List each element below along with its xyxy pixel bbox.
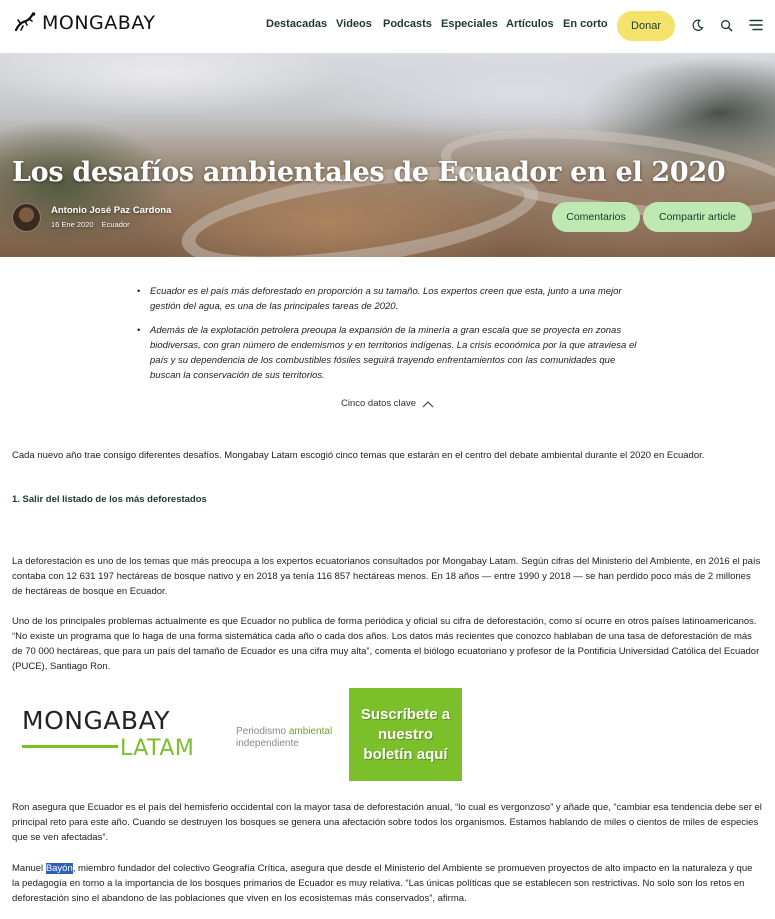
key-point: • Ecuador es el país más deforestado en proporción a su tamaño. Los expertos creen que esta, junto a una mejor gestión del agua, es una de las principales tareas de 2020. xyxy=(137,286,622,312)
key-point: • Además de la explotación petrolera preoupa la expansión de la minería a gran escala que se proyecta en zonas biodiversas, con gran número de endemismos y en territorios indígenas. La crisis económica por la que atraviesa el país y su dependencia de los combustibles fósiles seguirá trayendo enfrentamientos con las comunidades que buscan la conservación de sus territorios. xyxy=(137,325,637,381)
nav-item-en-corto[interactable]: En corto xyxy=(563,18,608,30)
search-icon[interactable] xyxy=(718,17,734,33)
section-heading: 1. Salir del listado de los más deforestados xyxy=(12,494,207,505)
menu-icon[interactable] xyxy=(748,17,764,33)
site-header xyxy=(0,0,775,53)
body-paragraph: Uno de los principales problemas actualmente es que Ecuador no publica de forma periódica y oficial su cifra de deforestación, como sí ocurre en otros países latinoamericanos. “No existe un programa que lo haga de una forma sistemática cada año o cada dos años. Los datos más recientes que conozco hablaban de una tasa de deforestación de más de 70 000 hectáreas, que para un país del tamaño de Ecuador es una cifra muy alta”, comenta el biólogo ecuatoriano y profesor de la Pontificia Universidad Católica del Ecuador (PUCE), Santiago Ron. xyxy=(12,616,760,672)
ad-brand-top: MONGABAY xyxy=(22,706,171,735)
body-paragraph: Manuel Bayón, miembro fundador del colectivo Geografía Crítica, asegura que desde el Ministerio del Ambiente se promueven proyectos de alto impacto en la naturaleza y que la pedagogía en torno a la importancia de los bosques primarios de Ecuador es muy relativa. “Las únicas políticas que se establecen son restrictivas. No solo son los retos en deforestación sino el abandono de las poblaciones que viven en los ecosistemas más conservados”, afirma. xyxy=(12,863,753,904)
nav-item-videos[interactable]: Videos xyxy=(336,18,372,30)
article-hero xyxy=(0,53,775,257)
page-title: Los desafíos ambientales de Ecuador en el 2020 xyxy=(12,157,726,188)
ad-brand-bottom: LATAM xyxy=(120,736,195,761)
article-date: 16 Ene 2020 xyxy=(51,220,94,229)
author-avatar[interactable] xyxy=(12,203,41,232)
body-paragraph: Ron asegura que Ecuador es el país del hemisferio occidental con la mayor tasa de deforestación anual, “lo cual es vergonzoso” y añade que, “cambiar esa tendencia debe ser el principal reto para este año. Cuando se destruyen los bosques se genera una afectación sobre todos los organismos. Estamos hablando de miles o cientos de miles de especies que se ven afectadas”. xyxy=(12,802,762,843)
article-meta xyxy=(51,220,136,229)
comments-button[interactable]: Comentarios xyxy=(552,202,640,232)
body-paragraph: La deforestación es uno de los temas que más preocupa a los expertos ecuatorianos consultados por Mongabay Latam. Según cifras del Ministerio del Ambiente, en 2016 el país contaba con 12 631 197 hectáreas de bosque nativo y en 2018 ya tenía 116 857 hectáreas menos. En 18 años — entre 1990 y 2018 — se han perdido poco más de 2 millones de hectáreas de bosque en Ecuador. xyxy=(12,556,761,597)
nav-item-podcasts[interactable]: Podcasts xyxy=(383,18,432,30)
brand-name: MONGABAY xyxy=(42,12,156,34)
key-point-text: Ecuador es el país más deforestado en proporción a su tamaño. Los expertos creen que esta, junto a una mejor gestión del agua, es una de las principales tareas de 2020. xyxy=(150,286,622,312)
intro-paragraph: Cada nuevo año trae consigo diferentes desafíos. Mongabay Latam escogió cinco temas que estarán en el centro del debate ambiental durante el 2020 en Ecuador. xyxy=(12,450,705,461)
logo-mark-icon xyxy=(12,10,38,36)
selected-text[interactable]: Bayón xyxy=(45,863,73,874)
donate-button[interactable]: Donar xyxy=(617,11,675,41)
brand-logo[interactable] xyxy=(12,10,155,36)
nav-item-especiales[interactable]: Especiales xyxy=(441,18,498,30)
ad-tagline: Periodismo ambiental independiente xyxy=(236,726,333,749)
newsletter-subscribe-button[interactable]: Suscríbete a nuestro boletín aquí xyxy=(349,688,462,781)
key-point-text: Además de la explotación petrolera preoupa la expansión de la minería a gran escala que se proyecta en zonas biodiversas, con gran número de endemismos y en territorios indígenas. La crisis económica por la que atraviesa el país y su dependencia de los combustibles fósiles seguirá trayendo enfrentamientos con las comunidades que buscan la conservación de sus territorios. xyxy=(150,325,637,381)
newsletter-ad-logo[interactable] xyxy=(22,706,195,761)
nav-item-articulos[interactable]: Artículos xyxy=(506,18,554,30)
chevron-up-icon xyxy=(422,400,434,408)
article-tag[interactable]: Ecuador xyxy=(101,220,130,229)
key-points-toggle[interactable] xyxy=(341,398,434,409)
author-name[interactable]: Antonio José Paz Cardona xyxy=(51,205,172,216)
share-button[interactable]: Compartir article xyxy=(643,202,752,232)
moon-icon[interactable] xyxy=(689,17,705,33)
key-points-toggle-label: Cinco datos clave xyxy=(341,398,416,409)
nav-item-destacadas[interactable]: Destacadas xyxy=(266,18,328,30)
